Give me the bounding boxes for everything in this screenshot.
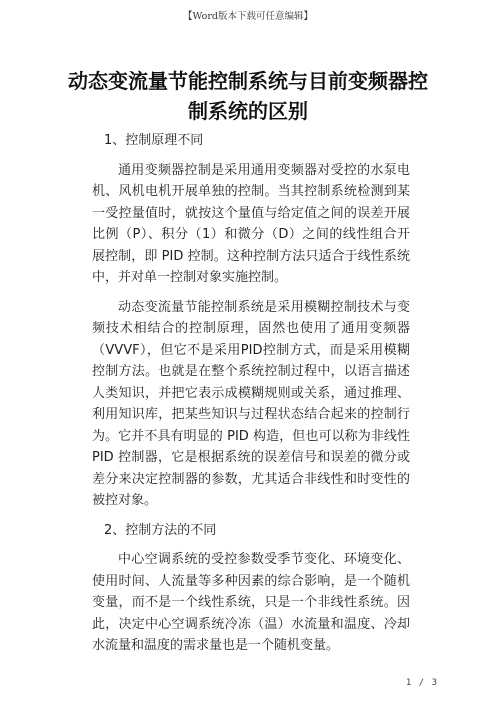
header-note: 【Word版本下载可任意编辑】 [183, 11, 313, 22]
document-title: 动态变流量节能控制系统与目前变频器控制系统的区别 [68, 69, 428, 123]
section-heading: 1、控制原理不同 [104, 133, 204, 148]
page-number: 1 / 3 [405, 678, 438, 688]
document-body [92, 130, 410, 665]
paragraph: 通用变频器控制是采用通用变频器对受控的水泵电机、风机电机开展单独的控制。当其控制系统检测到某一受控量值时，就按这个量值与给定值之间的误差开展比例（P）、积分（1）和微分（D）之间的线性组合开展控制，即 PID 控制。这种控制方法只适合于线性系统中，并对单一控制对象实施控制。 [92, 162, 410, 285]
paragraph: 动态变流量节能控制系统是采用模糊控制技术与变频技术相结合的控制原理，固然也使用了通用变频器（VVVF），但它不是采用PID控制方式，而是采用模糊控制方法。也就是在整个系统控制过程中，以语言描述人类知识，并把它表示成模糊规则或关系，通过推理、利用知识库，把某些知识与过程状态结合起来的控制行为。它并不具有明显的 PID 构造，但也可以称为非线性 PID 控制器，它是根据系统的误差信号和误差的微分或差分来决定控制器的参数，尤其适合非线性和时变性的被控对象。 [92, 299, 410, 508]
section-heading: 2、控制方法的不同 [104, 522, 217, 538]
paragraph: 中心空调系统的受控参数受季节变化、环境变化、使用时间、人流量等多种因素的综合影响，是一个随机变量，而不是一个线性系统，只是一个非线性系统。因此，决定中心空调系统冷冻（温）水流量和温度、冷却水流量和温度的需求量也是一个随机变量。 [92, 552, 410, 653]
